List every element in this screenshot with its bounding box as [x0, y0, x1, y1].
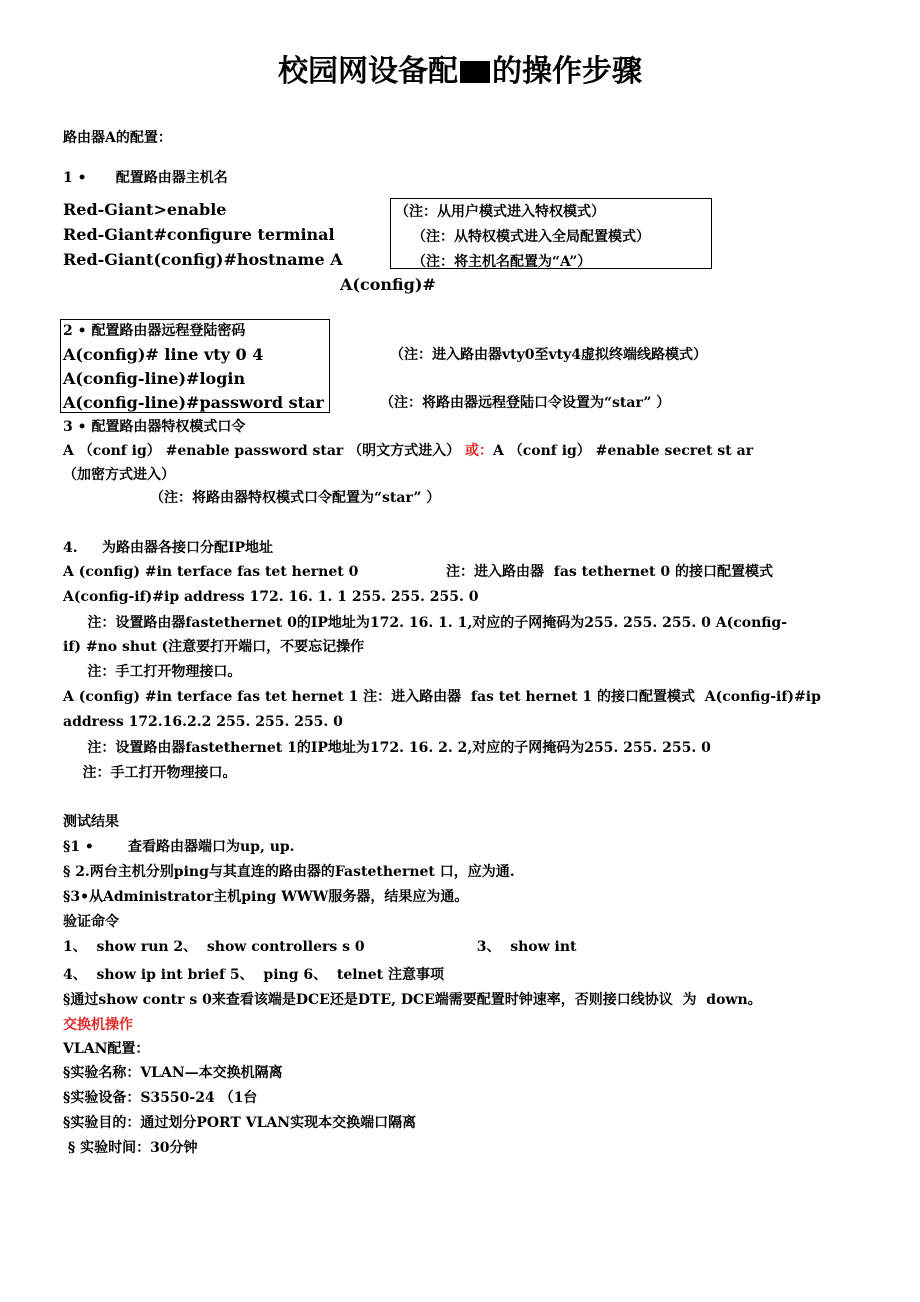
step2-label: 2 • 配置路由器远程登陆密码: [63, 323, 246, 339]
step1-note-1: （注：从用户模式进入特权模式）: [395, 204, 605, 220]
step3-line-2: （加密方式进入）: [63, 467, 175, 483]
step4-line-4: if) #no shut (注意要打开端口，不要忘记操作: [63, 639, 365, 655]
step1-label: 1 • 配置路由器主机名: [63, 170, 228, 186]
step4-line-6: A (config) #in terface fas tet hernet 1 注：进入路由器 fas tet hernet 1 的接口配置模式 A(config-if)#ip: [63, 689, 821, 705]
step4-line-7: address 172.16.2.2 255. 255. 255. 0: [63, 714, 343, 730]
title-part-1: 校园网设备配: [278, 54, 458, 89]
verify-heading: 验证命令: [63, 914, 119, 930]
switch-item-2: §实验设备：S3550-24 （1台: [63, 1090, 258, 1106]
switch-item-4: § 实验时间：30分钟: [63, 1140, 198, 1156]
router-a-heading: 路由器A的配置：: [63, 130, 172, 146]
verify-line-2: 4、 show ip int brief 5、 ping 6、 telnet 注意事项: [63, 967, 444, 983]
step4-line-9: 注：手工打开物理接口。: [63, 765, 237, 781]
step1-note-3: （注：将主机名配置为“A”）: [412, 254, 592, 270]
step1-cmd-3: Red-Giant(config)#hostname A: [63, 250, 343, 269]
step1-cmd-1: Red-Giant>enable: [63, 200, 227, 219]
step2-cmd-3: A(config-line)#password star: [63, 393, 324, 412]
step4-line-3: 注：设置路由器fastethernet 0的IP地址为172. 16. 1. 1,对应的子网掩码为255. 255. 255. 0 A(config-: [63, 615, 788, 631]
title-part-2: 的操作步骤: [492, 54, 642, 89]
step1-cmd-2: Red-Giant#configure terminal: [63, 225, 335, 244]
step4-line-1: A (config) #in terface fas tet hernet 0 注：进入路由器 fas tethernet 0 的接口配置模式: [63, 564, 773, 580]
step3-secret-cmd: A （conf ig） #enable secret st ar: [493, 443, 754, 459]
redacted-block: [460, 61, 490, 83]
step3-note: （注：将路由器特权模式口令配置为“star” ）: [150, 490, 441, 506]
switch-item-3: §实验目的：通过划分PORT VLAN实现本交换端口隔离: [63, 1115, 417, 1131]
switch-heading: 交换机操作: [63, 1017, 133, 1033]
test-item-2: § 2.两台主机分别ping与其直连的路由器的Fastethernet 口，应为通.: [63, 864, 515, 880]
test-item-3: §3•从Administrator主机ping WWW服务器，结果应为通。: [63, 889, 469, 905]
step4-line-2: A(config-if)#ip address 172. 16. 1. 1 255. 255. 255. 0: [63, 589, 479, 605]
step1-prompt: A(config)#: [340, 275, 436, 294]
page-title: [0, 52, 920, 92]
dce-note: §通过show contr s 0来查看该端是DCE还是DTE, DCE端需要配置时钟速率，否则接口线协议 为 down。: [63, 992, 762, 1008]
step4-label: 4. 为路由器各接口分配IP地址: [63, 540, 274, 556]
step2-cmd-1: A(config)# line vty 0 4: [63, 345, 264, 364]
vlan-heading: VLAN配置：: [63, 1041, 150, 1057]
step4-line-8: 注：设置路由器fastethernet 1的IP地址为172. 16. 2. 2,对应的子网掩码为255. 255. 255. 0: [63, 740, 711, 756]
test-heading: 测试结果: [63, 814, 119, 830]
verify-line-1: 1、 show run 2、 show controllers s 0 3、 show int: [63, 939, 577, 955]
step4-line-5: 注：手工打开物理接口。: [63, 664, 242, 680]
switch-item-1: §实验名称：VLAN—本交换机隔离: [63, 1065, 283, 1081]
step2-note-pwd: （注：将路由器远程登陆口令设置为“star” ）: [380, 395, 671, 411]
step3-plain-cmd: A （conf ig） #enable password star （明文方式进入）: [63, 443, 466, 459]
step2-cmd-2: A(config-line)#login: [63, 369, 246, 388]
step3-line-1: [63, 441, 753, 461]
step1-note-2: （注：从特权模式进入全局配置模式）: [412, 229, 650, 245]
step3-or: 或：: [465, 443, 494, 459]
step3-label: 3 • 配置路由器特权模式口令: [63, 419, 246, 435]
test-item-1: §1 • 查看路由器端口为up, up.: [63, 839, 295, 855]
step2-note-vty: （注：进入路由器vty0至vty4虚拟终端线路模式）: [390, 347, 707, 363]
